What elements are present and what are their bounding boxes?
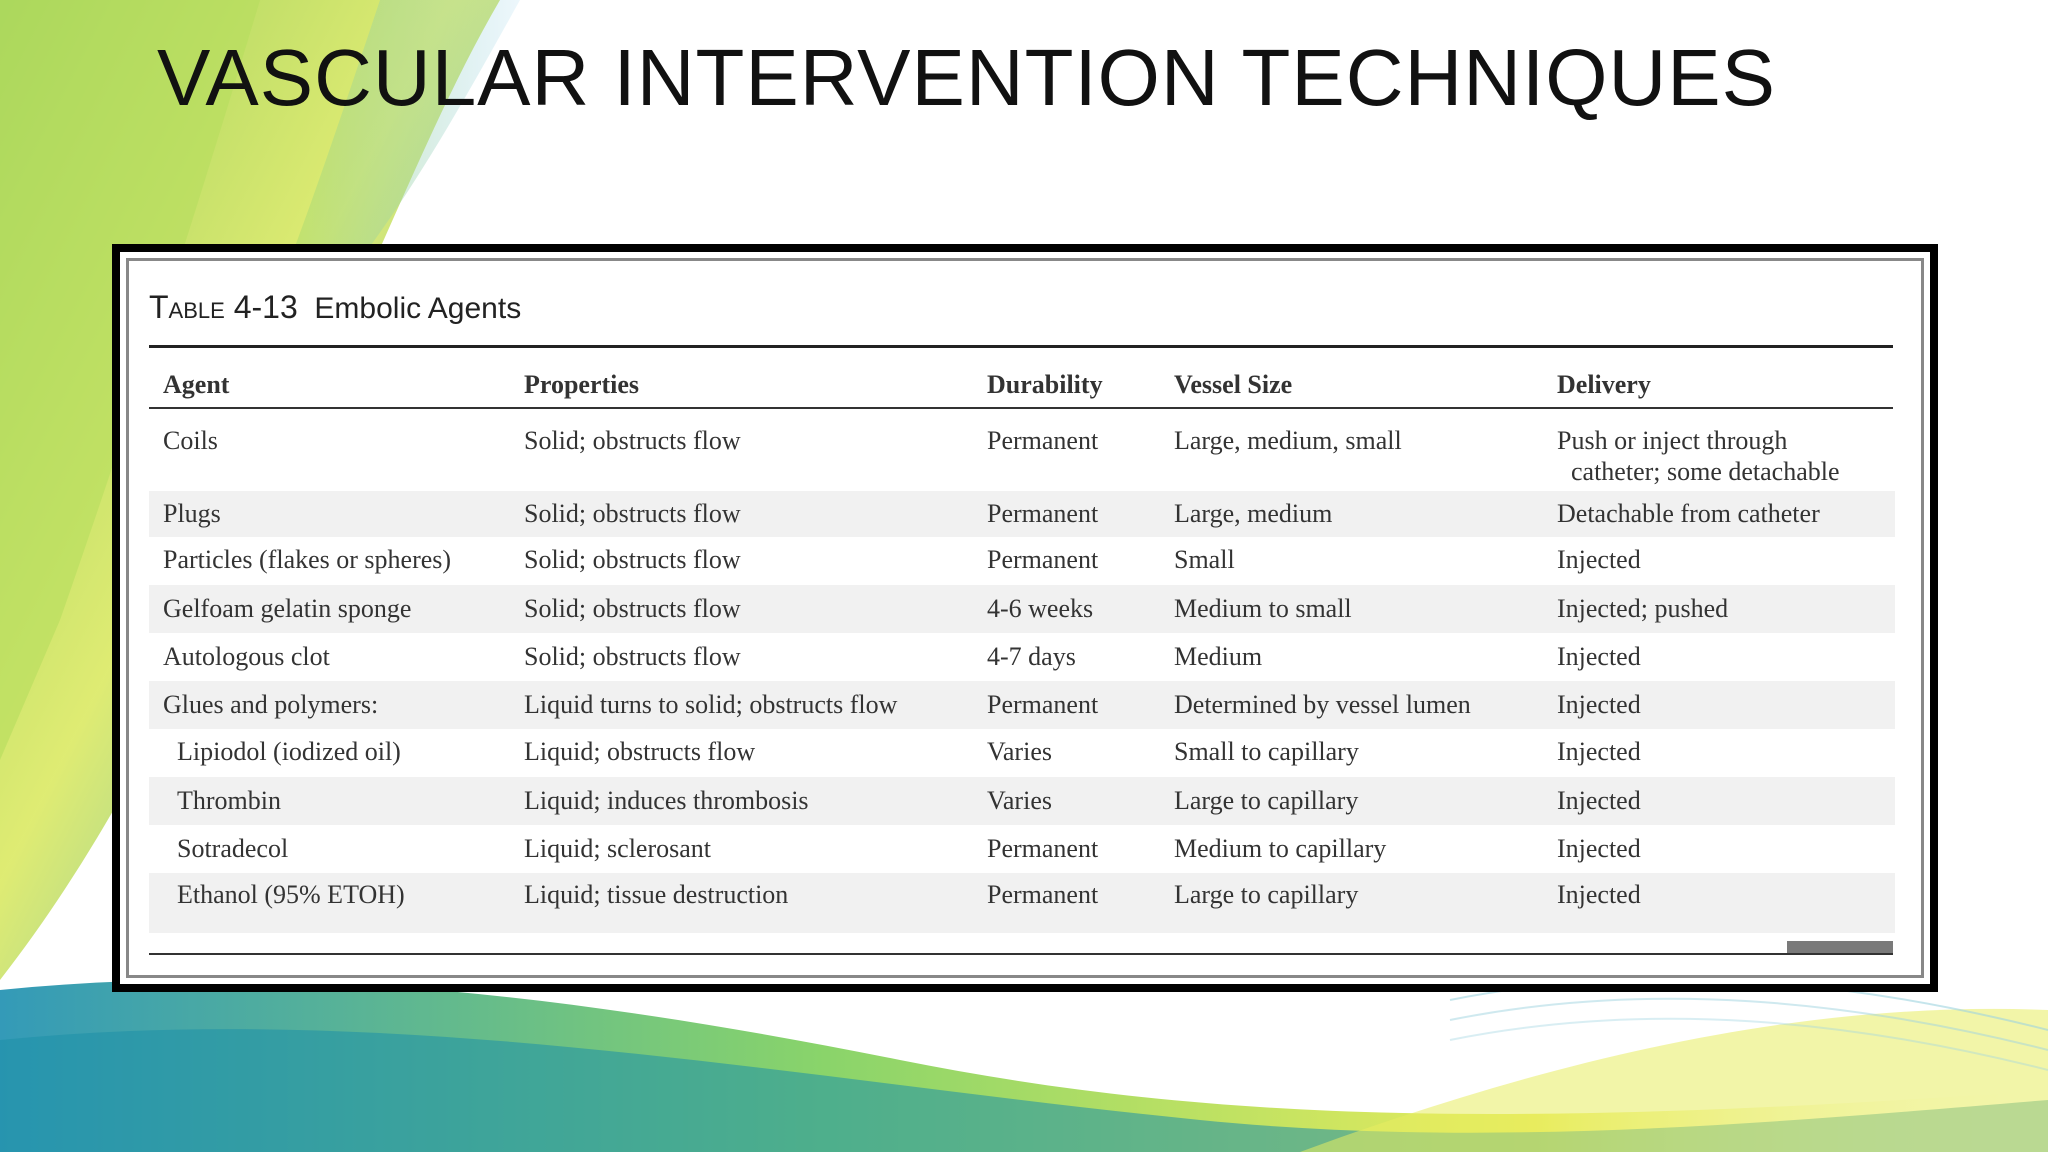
- table-caption: [149, 289, 521, 326]
- top-rule: [149, 345, 1893, 348]
- cell-durability: Permanent: [987, 690, 1099, 719]
- cell-delivery: Injected: [1557, 545, 1641, 574]
- cell-agent: Gelfoam gelatin sponge: [163, 594, 412, 623]
- cell-properties: Liquid; induces thrombosis: [524, 786, 809, 815]
- table-frame: [112, 244, 1938, 992]
- cell-vessel-size: Small to capillary: [1174, 737, 1359, 766]
- table-number: Table 4-13: [149, 289, 298, 325]
- cell-durability: Permanent: [987, 880, 1099, 909]
- slide-title: VASCULAR INTERVENTION TECHNIQUES: [157, 33, 1776, 122]
- table-title: Embolic Agents: [314, 292, 522, 325]
- cell-properties: Liquid; tissue destruction: [524, 880, 789, 909]
- table-row: [149, 491, 1895, 537]
- header-durability: Durability: [987, 370, 1103, 399]
- cell-vessel-size: Large to capillary: [1174, 880, 1359, 909]
- cell-vessel-size: Large, medium, small: [1174, 426, 1402, 455]
- cell-delivery: Injected: [1557, 737, 1641, 766]
- cell-vessel-size: Medium: [1174, 642, 1263, 671]
- cell-delivery: [1557, 425, 1840, 487]
- table-panel: [126, 258, 1924, 978]
- table-row: [149, 825, 1895, 873]
- cell-vessel-size: Determined by vessel lumen: [1174, 690, 1471, 719]
- cell-delivery-line2: catheter; some detachable: [1571, 457, 1840, 486]
- cell-delivery: Injected: [1557, 880, 1641, 909]
- cell-delivery: Injected: [1557, 834, 1641, 863]
- cell-properties: Liquid; sclerosant: [524, 834, 712, 863]
- cell-properties: Liquid; obstructs flow: [524, 737, 756, 766]
- cell-durability: Permanent: [987, 545, 1099, 574]
- cell-durability: 4-6 weeks: [987, 594, 1094, 623]
- bottom-rule: [149, 953, 1893, 955]
- cell-vessel-size: Small: [1174, 545, 1235, 574]
- table-row: [149, 407, 1895, 491]
- cell-properties: Solid; obstructs flow: [524, 642, 741, 671]
- cell-delivery-line1: Push or inject through: [1557, 426, 1788, 455]
- header-properties: Properties: [524, 370, 640, 399]
- cell-properties: Liquid turns to solid; obstructs flow: [524, 690, 898, 719]
- cell-properties: Solid; obstructs flow: [524, 594, 741, 623]
- cell-agent: Particles (flakes or spheres): [163, 545, 452, 574]
- cell-agent: Thrombin: [177, 786, 281, 815]
- table-row: [149, 633, 1895, 681]
- cell-agent: Glues and polymers:: [163, 690, 379, 719]
- cell-agent: Lipiodol (iodized oil): [177, 737, 401, 766]
- cell-durability: Varies: [987, 786, 1052, 815]
- cell-durability: Permanent: [987, 499, 1099, 528]
- table-row: [149, 729, 1895, 777]
- cell-durability: Permanent: [987, 426, 1099, 455]
- cell-vessel-size: Large to capillary: [1174, 786, 1359, 815]
- cell-properties: Solid; obstructs flow: [524, 426, 741, 455]
- cell-agent: Autologous clot: [163, 642, 330, 671]
- header-delivery: Delivery: [1557, 370, 1651, 399]
- table-row: [149, 777, 1895, 825]
- cell-delivery: Injected: [1557, 690, 1641, 719]
- table-row: [149, 681, 1895, 729]
- table-row: [149, 585, 1895, 633]
- cell-agent: Plugs: [163, 499, 221, 528]
- cell-delivery: Injected; pushed: [1557, 594, 1729, 623]
- header-agent: Agent: [163, 370, 230, 399]
- cell-vessel-size: Medium to small: [1174, 594, 1352, 623]
- cell-agent: Sotradecol: [177, 834, 289, 863]
- cell-agent: Coils: [163, 426, 218, 455]
- cell-delivery: Detachable from catheter: [1557, 499, 1820, 528]
- table-row: [149, 873, 1895, 933]
- cell-agent: Ethanol (95% ETOH): [177, 880, 405, 909]
- cell-durability: Permanent: [987, 834, 1099, 863]
- embolic-agents-table: [149, 349, 1895, 933]
- cell-properties: Solid; obstructs flow: [524, 545, 741, 574]
- cell-durability: Varies: [987, 737, 1052, 766]
- cell-vessel-size: Large, medium: [1174, 499, 1333, 528]
- cell-vessel-size: Medium to capillary: [1174, 834, 1387, 863]
- table-header-row: [149, 349, 1895, 407]
- header-vessel-size: Vessel Size: [1174, 370, 1293, 399]
- cell-delivery: Injected: [1557, 786, 1641, 815]
- cell-delivery: Injected: [1557, 642, 1641, 671]
- table-row: [149, 537, 1895, 585]
- cell-durability: 4-7 days: [987, 642, 1076, 671]
- cell-properties: Solid; obstructs flow: [524, 499, 741, 528]
